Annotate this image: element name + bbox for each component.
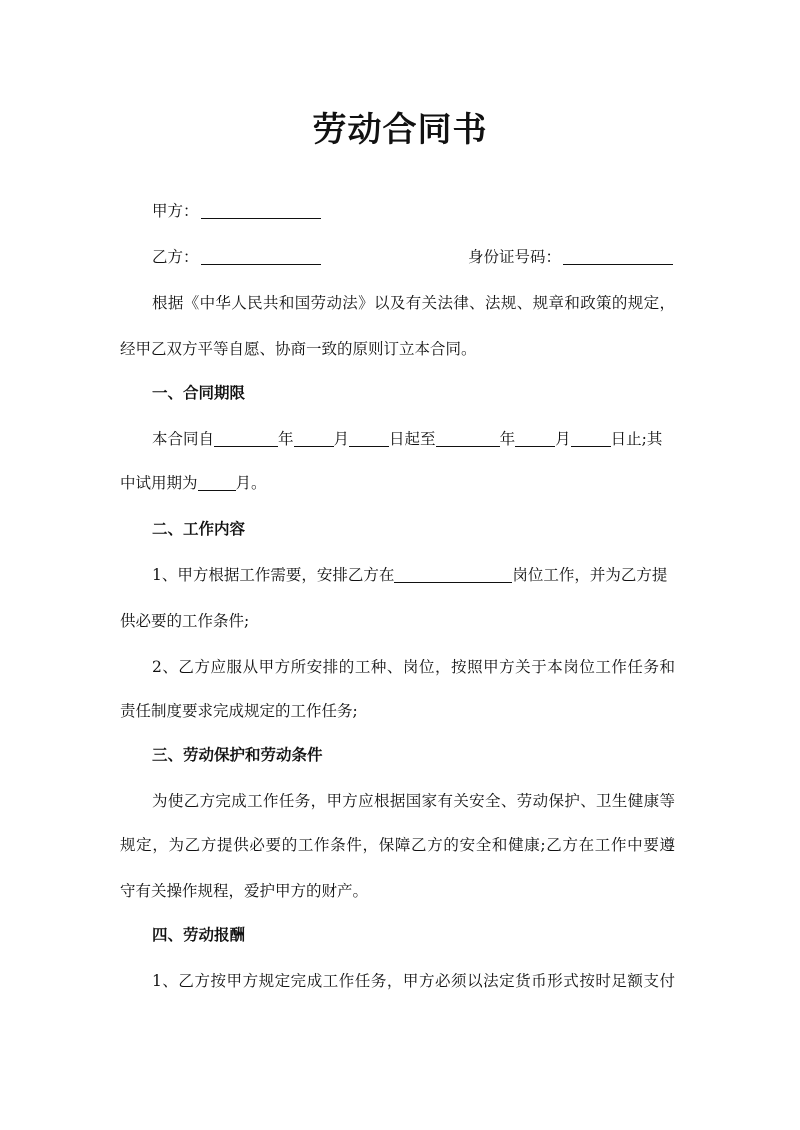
probation-line: [120, 472, 267, 494]
protection-line-3: 守有关操作规程，爱护甲方的财产。: [120, 882, 369, 900]
remuneration-line-1: 1、乙方按甲方规定完成工作任务，甲方必须以法定货币形式按时足额支付: [152, 972, 675, 990]
party-b-line: [152, 246, 321, 268]
party-a-blank: [201, 202, 321, 219]
term-text-end-month: 月: [555, 430, 571, 448]
work-item-2-line-1: 2、乙方应服从甲方所安排的工种、岗位，按照甲方关于本岗位工作任务和: [152, 658, 675, 676]
party-a-label: 甲方：: [152, 202, 199, 220]
party-b-label: 乙方：: [152, 248, 199, 266]
probation-text: 中试用期为: [120, 474, 198, 492]
work-item-2-line-2: 责任制度要求完成规定的工作任务;: [120, 702, 358, 720]
end-year-blank: [436, 430, 500, 447]
intro-line-1: 根据《中华人民共和国劳动法》以及有关法律、法规、规章和政策的规定，: [152, 294, 675, 312]
term-text-end-year: 年: [499, 430, 516, 448]
term-text-year: 年: [278, 430, 294, 448]
section-1-heading: 一、合同期限: [152, 384, 246, 402]
contract-term-line: [152, 428, 662, 450]
term-text-month: 月: [333, 430, 350, 448]
work-item-1-line-2: 供必要的工作条件;: [120, 612, 250, 630]
protection-line-1: 为使乙方完成工作任务，甲方应根据国家有关安全、劳动保护、卫生健康等: [152, 792, 675, 810]
term-text-end: 日止;其: [610, 430, 663, 448]
id-number-label: 身份证号码：: [468, 248, 562, 266]
term-text-from: 本合同自: [152, 430, 215, 448]
protection-line-2: 规定，为乙方提供必要的工作条件，保障乙方的安全和健康;乙方在工作中要遵: [120, 836, 675, 854]
position-blank: [394, 566, 512, 583]
start-year-blank: [214, 430, 278, 447]
work-item-1-text-a: 1、甲方根据工作需要，安排乙方在: [152, 566, 395, 584]
start-month-blank: [294, 430, 334, 447]
end-day-blank: [571, 430, 611, 447]
party-b-blank: [201, 248, 321, 265]
intro-line-2: 经甲乙双方平等自愿、协商一致的原则订立本合同。: [120, 340, 477, 358]
section-3-heading: 三、劳动保护和劳动条件: [152, 746, 323, 764]
work-item-1-text-b: 岗位工作，并为乙方提: [512, 566, 668, 584]
id-number-line: [468, 246, 673, 268]
end-month-blank: [515, 430, 555, 447]
party-a-line: [152, 200, 321, 222]
document-title: 劳动合同书: [312, 110, 488, 150]
section-4-heading: 四、劳动报酬: [152, 926, 246, 944]
probation-text-month: 月。: [235, 474, 267, 492]
section-2-heading: 二、工作内容: [152, 520, 246, 538]
probation-months-blank: [198, 474, 236, 491]
start-day-blank: [349, 430, 389, 447]
work-item-1-line-1: [152, 564, 667, 586]
id-number-blank: [563, 248, 673, 265]
term-text-to: 日起至: [389, 430, 436, 448]
